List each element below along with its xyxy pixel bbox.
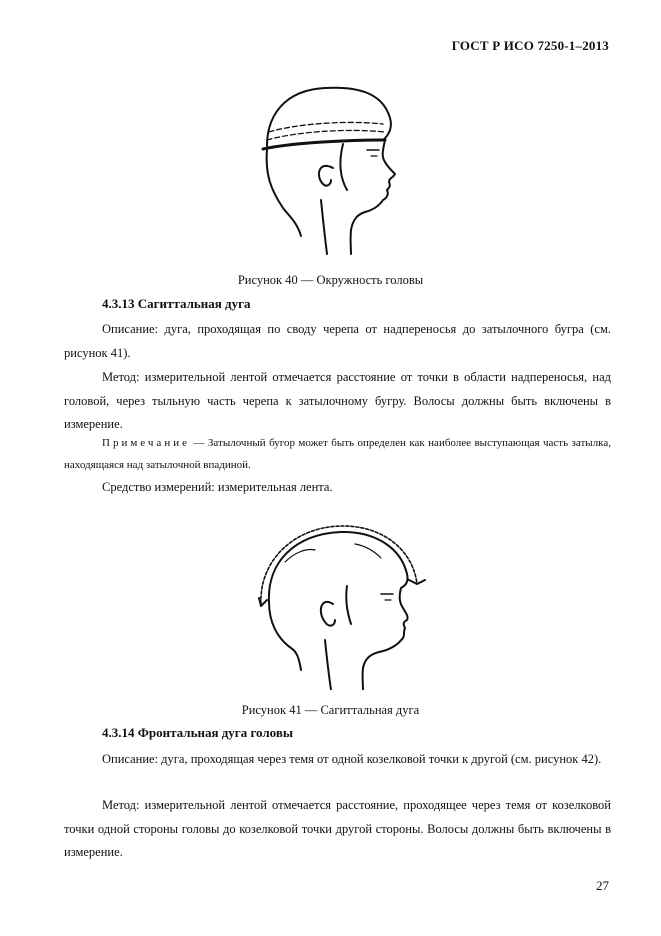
- note-label: Примечание: [102, 437, 190, 449]
- description-text: Описание: дуга, проходящая через темя от одной козелковой точки к другой (см. рисунок 42).: [102, 752, 602, 766]
- page-number: 27: [596, 878, 609, 893]
- section-4-3-13-method: [64, 366, 611, 437]
- section-4-3-13-description: [64, 318, 611, 365]
- section-4-3-14-method: [64, 794, 611, 865]
- method-text: Метод: измерительной лентой отмечается расстояние, проходящее через темя от козелковой точки одной стороны головы до козелковой точки другой стороны. Волосы должны быть включены в измерение.: [64, 798, 611, 859]
- note-text: — Затылочный бугор может быть определен как наиболее выступающая часть затылка, находящаяся над затылочной впадиной.: [64, 437, 611, 471]
- description-text: Описание: дуга, проходящая по своду черепа от надпереносья до затылочного бугра (см. рисунок 41).: [64, 322, 611, 360]
- section-4-3-14-description: [64, 748, 611, 772]
- figure-40-head-circumference: [255, 80, 415, 256]
- document-header: ГОСТ Р ИСО 7250-1–2013: [451, 38, 609, 53]
- figure-41-sagittal-arc: [255, 522, 435, 690]
- section-4-3-13-instrument: [64, 476, 611, 500]
- instrument-text: Средство измерений: измерительная лента.: [102, 480, 333, 494]
- section-4-3-13-note: [64, 432, 611, 476]
- figure-41-caption: Рисунок 41 — Сагиттальная дуга: [241, 703, 420, 717]
- section-4-3-13-title: 4.3.13 Сагиттальная дуга: [102, 296, 251, 311]
- section-4-3-14-title: 4.3.14 Фронтальная дуга головы: [102, 725, 294, 740]
- method-text: Метод: измерительной лентой отмечается расстояние от точки в области надпереносья, над головой, через тыльную часть черепа к затылочному бугру. Волосы должны быть включены в измерение.: [64, 370, 611, 431]
- figure-40-caption: Рисунок 40 — Окружность головы: [237, 273, 424, 287]
